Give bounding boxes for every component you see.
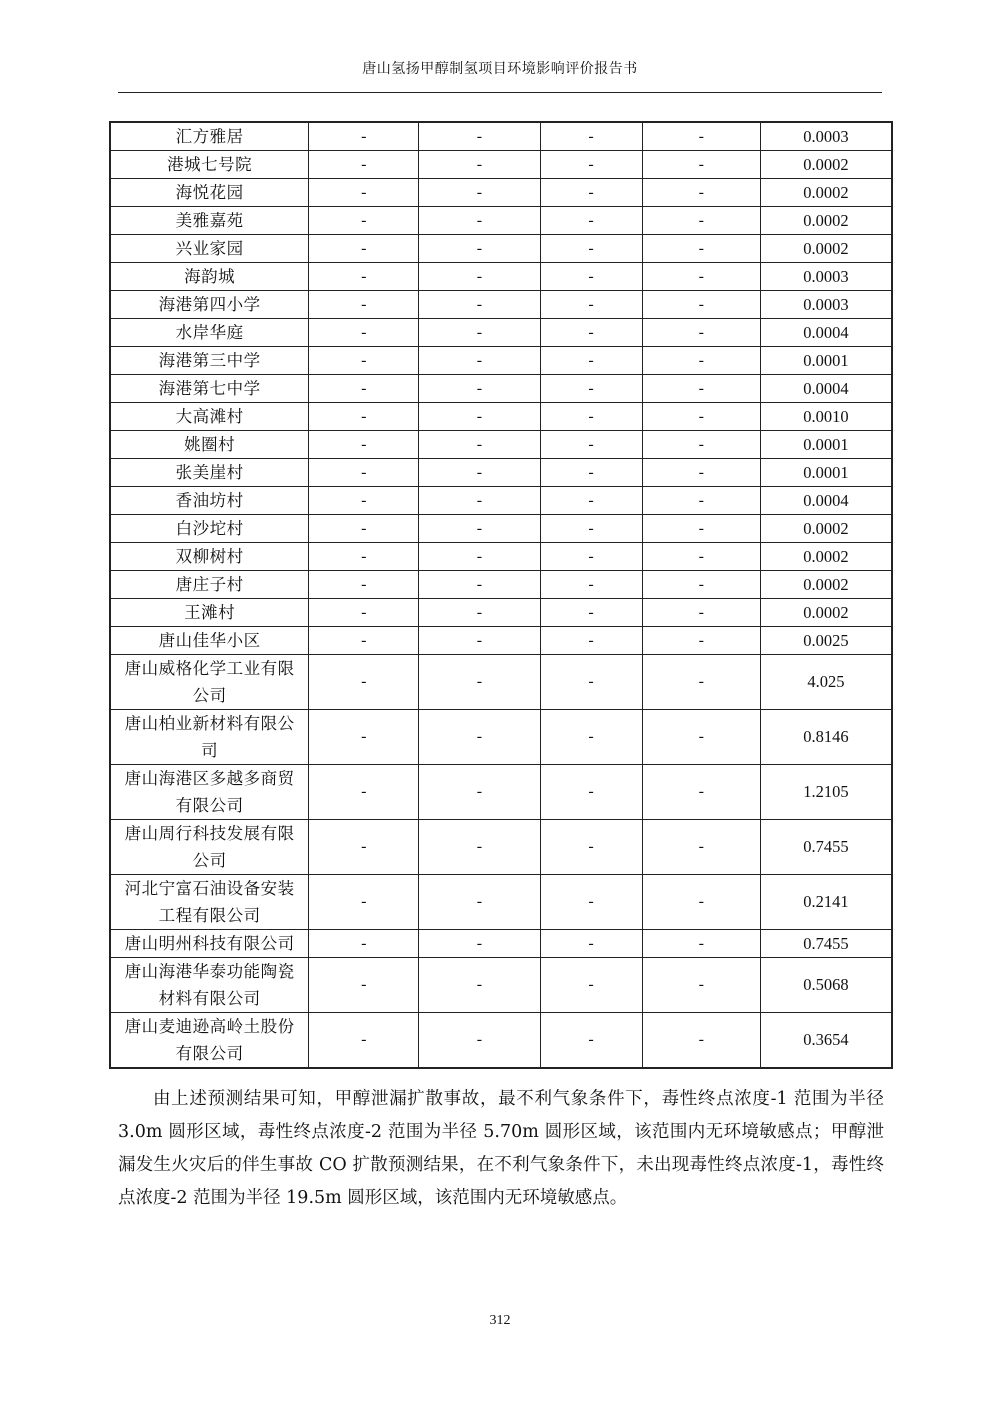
table-cell: - — [540, 235, 642, 263]
sensitive-point-name: 唐庄子村 — [111, 571, 309, 599]
table-cell: - — [540, 1013, 642, 1068]
concentration-value: 0.0003 — [760, 123, 891, 151]
sensitive-point-name: 张美崖村 — [111, 459, 309, 487]
table-cell: - — [309, 403, 419, 431]
table-row — [111, 263, 892, 291]
sensitive-point-name: 唐山佳华小区 — [111, 627, 309, 655]
table-cell: - — [309, 515, 419, 543]
table-cell: - — [540, 179, 642, 207]
sensitive-point-name: 水岸华庭 — [111, 319, 309, 347]
table-cell: - — [540, 655, 642, 710]
concentration-value: 0.0002 — [760, 179, 891, 207]
table-cell: - — [540, 599, 642, 627]
table-cell: - — [419, 1013, 540, 1068]
table-cell: - — [309, 235, 419, 263]
table-cell: - — [309, 1013, 419, 1068]
table-cell: - — [419, 123, 540, 151]
table-cell: - — [419, 151, 540, 179]
concentration-value: 4.025 — [760, 655, 891, 710]
table-cell: - — [642, 403, 760, 431]
concentration-value: 0.0002 — [760, 599, 891, 627]
table-cell: - — [642, 487, 760, 515]
sensitive-point-name: 海港第七中学 — [111, 375, 309, 403]
table-cell: - — [309, 930, 419, 958]
table-cell: - — [419, 599, 540, 627]
table-cell: - — [540, 263, 642, 291]
sensitive-point-name: 白沙坨村 — [111, 515, 309, 543]
table-cell: - — [540, 431, 642, 459]
sensitive-point-name: 唐山麦迪逊高岭土股份有限公司 — [111, 1013, 309, 1068]
table-cell: - — [419, 179, 540, 207]
sensitive-point-name: 唐山周行科技发展有限公司 — [111, 820, 309, 875]
sensitive-point-name: 唐山海港华泰功能陶瓷材料有限公司 — [111, 958, 309, 1013]
table-cell: - — [419, 820, 540, 875]
table-row — [111, 319, 892, 347]
sensitive-point-name: 海悦花园 — [111, 179, 309, 207]
sensitive-point-name: 港城七号院 — [111, 151, 309, 179]
table-cell: - — [540, 710, 642, 765]
table-cell: - — [642, 347, 760, 375]
sensitive-point-name: 美雅嘉苑 — [111, 207, 309, 235]
table-cell: - — [642, 1013, 760, 1068]
concentration-value: 0.0002 — [760, 571, 891, 599]
sensitive-point-name: 海港第三中学 — [111, 347, 309, 375]
concentration-value: 0.8146 — [760, 710, 891, 765]
sensitive-point-name: 唐山柏业新材料有限公司 — [111, 710, 309, 765]
table-cell: - — [642, 123, 760, 151]
table-cell: - — [419, 655, 540, 710]
table-row — [111, 459, 892, 487]
sensitive-point-name: 双柳树村 — [111, 543, 309, 571]
table-cell: - — [309, 765, 419, 820]
table-cell: - — [309, 487, 419, 515]
table-cell: - — [642, 571, 760, 599]
concentration-value: 0.0002 — [760, 235, 891, 263]
sensitive-point-name: 汇方雅居 — [111, 123, 309, 151]
concentration-value: 0.0001 — [760, 431, 891, 459]
table-cell: - — [419, 627, 540, 655]
table-cell: - — [419, 375, 540, 403]
table-cell: - — [540, 291, 642, 319]
table-cell: - — [309, 459, 419, 487]
page-header: 唐山氢扬甲醇制氢项目环境影响评价报告书 — [362, 61, 638, 77]
table-cell: - — [540, 123, 642, 151]
concentration-value: 0.0001 — [760, 347, 891, 375]
table-cell: - — [419, 347, 540, 375]
table-cell: - — [540, 487, 642, 515]
table-row — [111, 599, 892, 627]
table-cell: - — [642, 820, 760, 875]
results-table-body — [111, 123, 892, 1068]
table-cell: - — [309, 347, 419, 375]
header-rule — [118, 92, 882, 93]
table-row — [111, 820, 892, 875]
table-row — [111, 179, 892, 207]
table-cell: - — [309, 151, 419, 179]
table-row — [111, 123, 892, 151]
table-cell: - — [642, 765, 760, 820]
table-cell: - — [642, 655, 760, 710]
table-cell: - — [540, 765, 642, 820]
table-cell: - — [540, 515, 642, 543]
table-row — [111, 543, 892, 571]
table-cell: - — [419, 765, 540, 820]
concentration-value: 0.5068 — [760, 958, 891, 1013]
table-cell: - — [642, 958, 760, 1013]
table-cell: - — [540, 347, 642, 375]
table-cell: - — [642, 543, 760, 571]
table-cell: - — [309, 599, 419, 627]
table-cell: - — [642, 319, 760, 347]
table-cell: - — [642, 599, 760, 627]
table-cell: - — [309, 319, 419, 347]
table-cell: - — [309, 820, 419, 875]
concentration-value: 0.7455 — [760, 820, 891, 875]
table-cell: - — [309, 123, 419, 151]
table-cell: - — [540, 958, 642, 1013]
concentration-value: 0.0002 — [760, 207, 891, 235]
sensitive-point-name: 姚圈村 — [111, 431, 309, 459]
sensitive-point-name: 兴业家园 — [111, 235, 309, 263]
table-row — [111, 431, 892, 459]
table-cell: - — [419, 958, 540, 1013]
table-cell: - — [309, 375, 419, 403]
table-row — [111, 375, 892, 403]
table-cell: - — [309, 710, 419, 765]
table-cell: - — [540, 930, 642, 958]
table-cell: - — [419, 291, 540, 319]
concentration-value: 0.0003 — [760, 263, 891, 291]
table-cell: - — [309, 263, 419, 291]
table-cell: - — [540, 543, 642, 571]
table-cell: - — [540, 627, 642, 655]
table-cell: - — [540, 375, 642, 403]
table-cell: - — [642, 627, 760, 655]
concentration-value: 0.0004 — [760, 319, 891, 347]
table-row — [111, 1013, 892, 1068]
table-cell: - — [642, 375, 760, 403]
table-cell: - — [642, 930, 760, 958]
table-cell: - — [642, 515, 760, 543]
table-cell: - — [642, 151, 760, 179]
table-cell: - — [309, 655, 419, 710]
table-cell: - — [419, 207, 540, 235]
table-cell: - — [419, 487, 540, 515]
sensitive-point-name: 海韵城 — [111, 263, 309, 291]
concentration-value: 0.7455 — [760, 930, 891, 958]
table-cell: - — [642, 291, 760, 319]
page-number: 312 — [489, 1313, 511, 1328]
table-cell: - — [540, 875, 642, 930]
table-cell: - — [540, 151, 642, 179]
concentration-value: 0.0001 — [760, 459, 891, 487]
table-row — [111, 347, 892, 375]
results-table — [110, 122, 892, 1068]
sensitive-point-name: 唐山海港区多越多商贸有限公司 — [111, 765, 309, 820]
table-cell: - — [540, 459, 642, 487]
table-cell: - — [419, 235, 540, 263]
table-row — [111, 958, 892, 1013]
table-cell: - — [419, 710, 540, 765]
table-cell: - — [642, 431, 760, 459]
table-cell: - — [309, 571, 419, 599]
table-row — [111, 710, 892, 765]
conclusion-paragraph: 由上述预测结果可知，甲醇泄漏扩散事故，最不利气象条件下，毒性终点浓度-1 范围为半径 3.0m 圆形区域，毒性终点浓度-2 范围为半径 5.70m 圆形区域，该范围内无环境敏感点；甲醇泄漏发生火灾后的伴生事故 CO 扩散预测结果，在不利气象条件下，未出现毒性终点浓度-1，毒性终点浓度-2 范围为半径 19.5m 圆形区域，该范围内无环境敏感点。 — [118, 1089, 884, 1208]
table-cell: - — [419, 571, 540, 599]
table-cell: - — [540, 403, 642, 431]
sensitive-point-name: 河北宁富石油设备安装工程有限公司 — [111, 875, 309, 930]
table-cell: - — [309, 179, 419, 207]
table-cell: - — [642, 459, 760, 487]
table-cell: - — [642, 710, 760, 765]
table-row — [111, 515, 892, 543]
sensitive-point-name: 唐山威格化学工业有限公司 — [111, 655, 309, 710]
concentration-value: 0.0002 — [760, 151, 891, 179]
table-row — [111, 930, 892, 958]
table-cell: - — [309, 958, 419, 1013]
table-row — [111, 207, 892, 235]
table-cell: - — [309, 627, 419, 655]
table-cell: - — [642, 263, 760, 291]
concentration-value: 0.0002 — [760, 543, 891, 571]
table-row — [111, 235, 892, 263]
concentration-value: 0.0002 — [760, 515, 891, 543]
sensitive-point-name: 大高滩村 — [111, 403, 309, 431]
table-cell: - — [540, 571, 642, 599]
sensitive-point-name: 王滩村 — [111, 599, 309, 627]
table-cell: - — [309, 875, 419, 930]
sensitive-point-name: 香油坊村 — [111, 487, 309, 515]
sensitive-point-name: 唐山明州科技有限公司 — [111, 930, 309, 958]
table-row — [111, 627, 892, 655]
table-cell: - — [309, 543, 419, 571]
concentration-value: 0.0003 — [760, 291, 891, 319]
table-cell: - — [419, 515, 540, 543]
table-cell: - — [419, 930, 540, 958]
table-cell: - — [419, 319, 540, 347]
concentration-value: 0.0004 — [760, 375, 891, 403]
table-cell: - — [419, 263, 540, 291]
concentration-value: 1.2105 — [760, 765, 891, 820]
table-cell: - — [419, 459, 540, 487]
table-cell: - — [419, 875, 540, 930]
table-row — [111, 655, 892, 710]
table-cell: - — [419, 431, 540, 459]
table-cell: - — [642, 207, 760, 235]
table-row — [111, 875, 892, 930]
table-cell: - — [642, 875, 760, 930]
table-cell: - — [642, 235, 760, 263]
table-cell: - — [309, 431, 419, 459]
table-row — [111, 151, 892, 179]
table-row — [111, 291, 892, 319]
table-cell: - — [540, 319, 642, 347]
table-row — [111, 487, 892, 515]
table-cell: - — [642, 179, 760, 207]
table-row — [111, 403, 892, 431]
table-cell: - — [419, 543, 540, 571]
concentration-value: 0.0004 — [760, 487, 891, 515]
table-row — [111, 571, 892, 599]
table-row — [111, 765, 892, 820]
concentration-value: 0.0010 — [760, 403, 891, 431]
concentration-value: 0.2141 — [760, 875, 891, 930]
concentration-value: 0.0025 — [760, 627, 891, 655]
concentration-value: 0.3654 — [760, 1013, 891, 1068]
table-cell: - — [419, 403, 540, 431]
table-cell: - — [540, 820, 642, 875]
table-cell: - — [540, 207, 642, 235]
results-table-container — [109, 121, 893, 1069]
table-cell: - — [309, 291, 419, 319]
sensitive-point-name: 海港第四小学 — [111, 291, 309, 319]
table-cell: - — [309, 207, 419, 235]
